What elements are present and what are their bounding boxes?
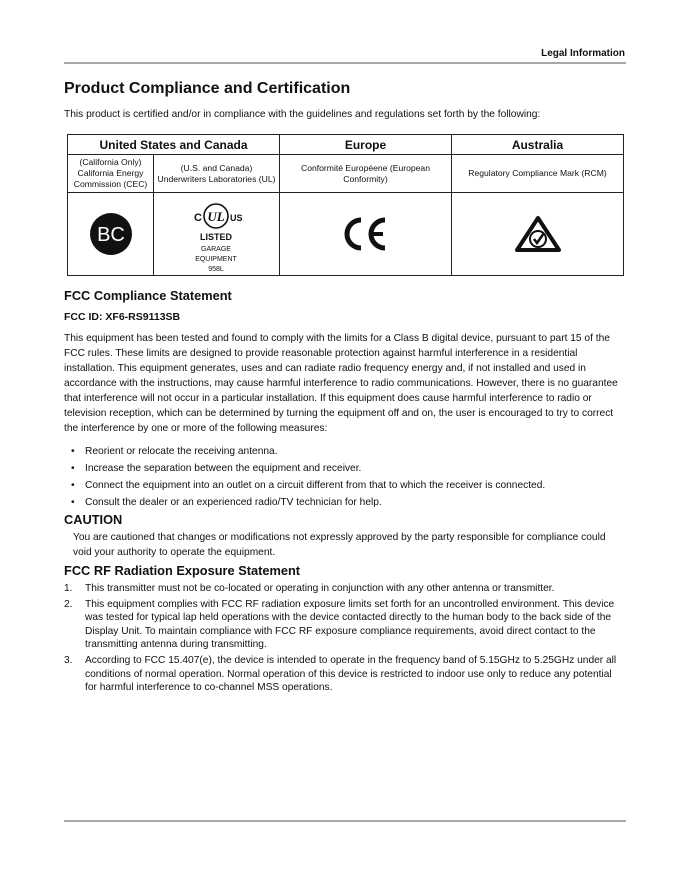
- rcm-description: Regulatory Compliance Mark (RCM): [452, 155, 624, 193]
- rcm-tick-icon: [513, 214, 563, 254]
- intro-text: This product is certified and/or in compliance with the guidelines and regulations set forth by the following:: [64, 109, 541, 120]
- list-item: • Increase the separation between the equipment and receiver.: [71, 461, 626, 476]
- ul-logo-cell: [154, 193, 280, 276]
- svg-text:BC: BC: [96, 224, 125, 246]
- ul-listed-icon: [182, 194, 252, 274]
- svg-text:US: US: [229, 213, 243, 223]
- page-content: [64, 80, 626, 697]
- svg-text:GARAGE: GARAGE: [200, 246, 231, 253]
- rf-list: [64, 582, 626, 695]
- rf-heading: FCC RF Radiation Exposure Statement: [64, 563, 301, 578]
- list-item: • Connect the equipment into an outlet on a circuit different from that to which the receiver is connected.: [71, 478, 626, 493]
- list-item: • Reorient or relocate the receiving antenna.: [71, 444, 626, 459]
- running-head: Legal Information: [541, 48, 625, 59]
- certification-table: [67, 134, 624, 276]
- header-us-canada: United States and Canada: [68, 135, 280, 155]
- svg-text:C: C: [193, 212, 202, 224]
- ce-description: Conformité Européene (European Conformity): [280, 155, 452, 193]
- measures-list: [71, 444, 626, 510]
- cec-logo-cell: [68, 193, 154, 276]
- list-item: 3. According to FCC 15.407(e), the device is intended to operate in the frequency band of 5.15GHz to 5.25GHz under all conditions of normal operation. Normal operation of this device is restricted to indoor use only to reduce any potential for harmful interference to co-channel MSS operations.: [64, 654, 617, 694]
- svg-text:LISTED: LISTED: [199, 232, 232, 242]
- cec-bc-icon: [88, 211, 134, 257]
- svg-text:958L: 958L: [207, 266, 224, 273]
- cec-description: (California Only) California Energy Commission (CEC): [68, 155, 154, 193]
- header-europe: Europe: [280, 135, 452, 155]
- fcc-paragraph: This equipment has been tested and found to comply with the limits for a Class B digital device, pursuant to part 15 of the FCC rules. These limits are designed to provide reasonable protection against harmful interference in a residential installation. This equipment generates, uses and can radiate radio frequency energy and, if not installed and used in accordance with the instructions, may cause harmful interference to radio communications. However, there is no guarantee that interference will not occur in a particular installation. If this equipment does cause harmful interference to radio or television reception, which can be determined by turning the equipment off and on, the user is encouraged to try to correct the interference by one or more of the following measures:: [64, 333, 618, 434]
- list-item: • Consult the dealer or an experienced radio/TV technician for help.: [71, 495, 626, 510]
- header-australia: Australia: [452, 135, 624, 155]
- header-rule: [64, 62, 626, 64]
- ce-logo-cell: [280, 193, 452, 276]
- ul-description: (U.S. and Canada) Underwriters Laboratories (UL): [154, 155, 280, 193]
- caution-text: You are cautioned that changes or modifications not expressly approved by the party responsible for compliance could void your authority to operate the equipment.: [73, 532, 606, 558]
- list-item: 1. This transmitter must not be co-located or operating in conjunction with any other antenna or transmitter.: [64, 583, 555, 594]
- ce-mark-icon: [341, 214, 391, 254]
- list-item: 2. This equipment complies with FCC RF radiation exposure limits set forth for an uncontrolled environment. This device was tested for typical lap held operations with the device contacted directly to the human body to the back side of the Display Unit. To maintain compliance with FCC RF exposure compliance requirements, avoid direct contact to the transmitting antenna during transmitting.: [64, 598, 615, 651]
- footer-rule: [64, 820, 626, 822]
- svg-text:UL: UL: [206, 209, 225, 224]
- svg-text:EQUIPMENT: EQUIPMENT: [194, 256, 237, 263]
- rcm-logo-cell: [452, 193, 624, 276]
- fcc-id: FCC ID: XF6-RS9113SB: [64, 311, 181, 323]
- fcc-heading: FCC Compliance Statement: [64, 288, 232, 303]
- page-title: Product Compliance and Certification: [64, 80, 351, 97]
- caution-heading: CAUTION: [64, 512, 123, 527]
